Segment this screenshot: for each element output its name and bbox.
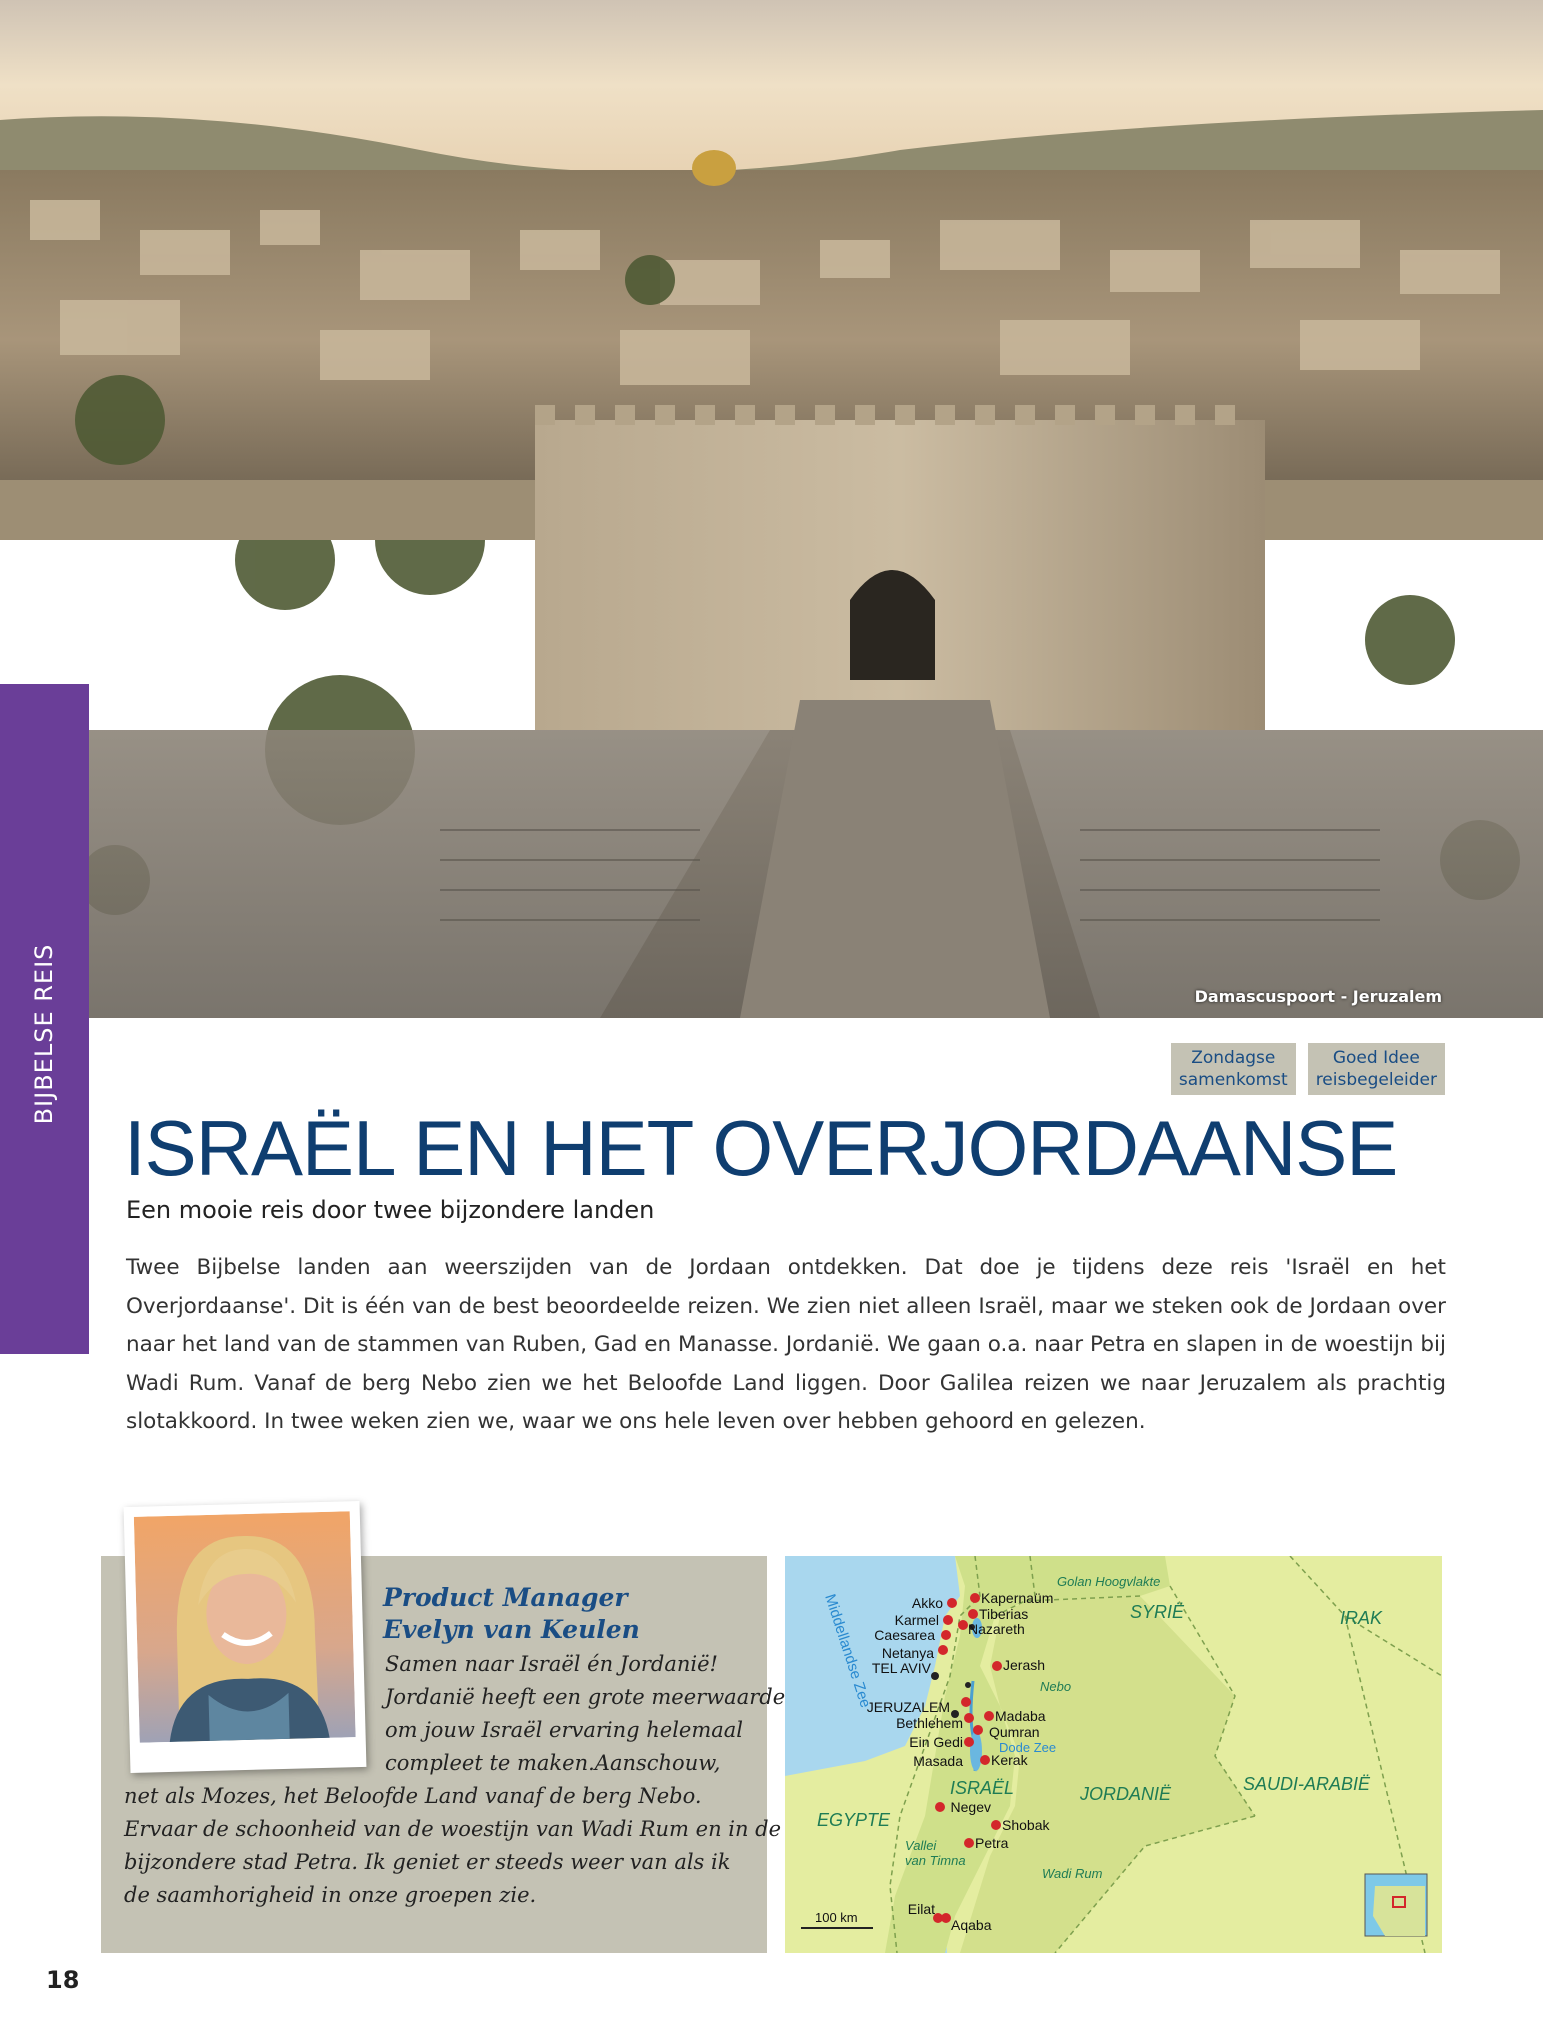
damascus-gate-photo <box>0 0 1543 1018</box>
place-jeruzalem: JERUZALEM <box>866 1699 950 1715</box>
region-valley: Vallei <box>905 1838 937 1853</box>
page-title: ISRAËL EN HET OVERJORDAANSE <box>124 1104 1398 1192</box>
place-negev: Negev <box>950 1799 991 1815</box>
tag-line: Zondagse <box>1191 1048 1276 1068</box>
region-valley-2: van Timna <box>905 1853 966 1868</box>
tag-guide <box>1308 1043 1445 1095</box>
tag-line: Goed Idee <box>1332 1048 1420 1068</box>
country-saudi: SAUDI-ARABIË <box>1243 1774 1371 1794</box>
place-nazareth: Nazareth <box>968 1621 1025 1637</box>
category-label: BIJBELSE REIS <box>30 943 58 1125</box>
country-iraq: IRAK <box>1340 1608 1383 1628</box>
feature-tags <box>1171 1043 1445 1095</box>
place-qumran: Qumran <box>989 1724 1040 1740</box>
place-akko: Akko <box>911 1595 943 1611</box>
portrait-image <box>134 1511 356 1743</box>
pm-quote-line: bijzondere stad Petra. Ik geniet er steeds weer van als ik <box>124 1850 731 1874</box>
page-subtitle: Een mooie reis door twee bijzondere landen <box>126 1196 655 1224</box>
place-eingedi: Ein Gedi <box>909 1734 963 1750</box>
pm-quote-line: Samen naar Israël én Jordanië! <box>385 1652 718 1676</box>
country-israel: ISRAËL <box>950 1778 1015 1798</box>
place-caesarea: Caesarea <box>874 1627 935 1643</box>
place-netanya: Netanya <box>881 1645 934 1661</box>
intro-paragraph: Twee Bijbelse landen aan weerszijden van de Jordaan ontdekken. Dat doe je tijdens deze reis 'Israël en het Overjordaanse'. Dit is één van de best beoordeelde reizen. We zien niet alleen Israël, maar we steken ook de Jordaan over naar het land van de stammen van Ruben, Gad en Manasse. Jordanië. We gaan o.a. naar Petra en slapen in de woestijn bij Wadi Rum. Vanaf de berg Nebo zien we het Beloofde Land liggen. Door Galilea reizen we naar Jeruzalem als prachtig slotakkoord. In twee weken zien we, waar we ons hele leven over hebben gehoord en gelezen. <box>126 1255 1446 1434</box>
pm-quote-line: om jouw Israël ervaring helemaal <box>385 1718 744 1742</box>
place-kerak: Kerak <box>991 1752 1028 1768</box>
place-kapernaum: Kapernaüm <box>981 1590 1054 1606</box>
label-dead-sea: Dode Zee <box>999 1740 1057 1755</box>
region-nebo: Nebo <box>1040 1679 1072 1694</box>
country-syria: SYRIË <box>1130 1602 1185 1622</box>
place-telaviv: TEL AVIV <box>871 1660 931 1676</box>
place-karmel: Karmel <box>894 1612 939 1628</box>
product-manager-heading <box>383 1582 640 1646</box>
product-manager-photo <box>124 1501 367 1773</box>
route-map <box>785 1556 1442 1953</box>
label-mediterranean: Middellandse Zee <box>821 1591 874 1710</box>
place-shobak: Shobak <box>1002 1817 1050 1833</box>
place-bethlehem: Bethlehem <box>896 1715 963 1731</box>
pm-quote-line: net als Mozes, het Beloofde Land vanaf de berg Nebo. <box>124 1784 702 1808</box>
photo-caption: Damascuspoort - Jeruzalem <box>1194 987 1442 1006</box>
place-tiberias: Tiberias <box>979 1606 1029 1622</box>
place-masada: Masada <box>913 1753 963 1769</box>
pm-quote-line: Jordanië heeft een grote meerwaarde <box>385 1685 786 1709</box>
scale-label: 100 km <box>815 1910 858 1925</box>
hero-photo <box>0 0 1543 1018</box>
place-madaba: Madaba <box>995 1708 1046 1724</box>
pm-quote-line: Ervaar de schoonheid van de woestijn van Wadi Rum en in de <box>124 1817 782 1841</box>
tag-sunday-meeting <box>1171 1043 1296 1095</box>
pm-name: Evelyn van Keulen <box>383 1615 640 1644</box>
place-eilat: Eilat <box>907 1901 935 1917</box>
map-graphic <box>785 1556 1442 1953</box>
pm-quote-line: compleet te maken.Aanschouw, <box>385 1751 721 1775</box>
country-jordan: JORDANIË <box>1080 1784 1172 1804</box>
tag-line: reisbegeleider <box>1315 1070 1437 1090</box>
region-golan: Golan Hoogvlakte <box>1057 1574 1161 1589</box>
pm-role: Product Manager <box>383 1583 628 1612</box>
place-petra: Petra <box>975 1835 1009 1851</box>
region-wadi-rum: Wadi Rum <box>1042 1866 1103 1881</box>
country-egypt: EGYPTE <box>817 1810 891 1830</box>
place-jerash: Jerash <box>1003 1657 1046 1673</box>
page-number: 18 <box>46 1966 80 1994</box>
place-aqaba: Aqaba <box>951 1917 992 1933</box>
pm-quote-line: de saamhorigheid in onze groepen zie. <box>124 1883 537 1907</box>
tag-line: samenkomst <box>1178 1070 1288 1090</box>
